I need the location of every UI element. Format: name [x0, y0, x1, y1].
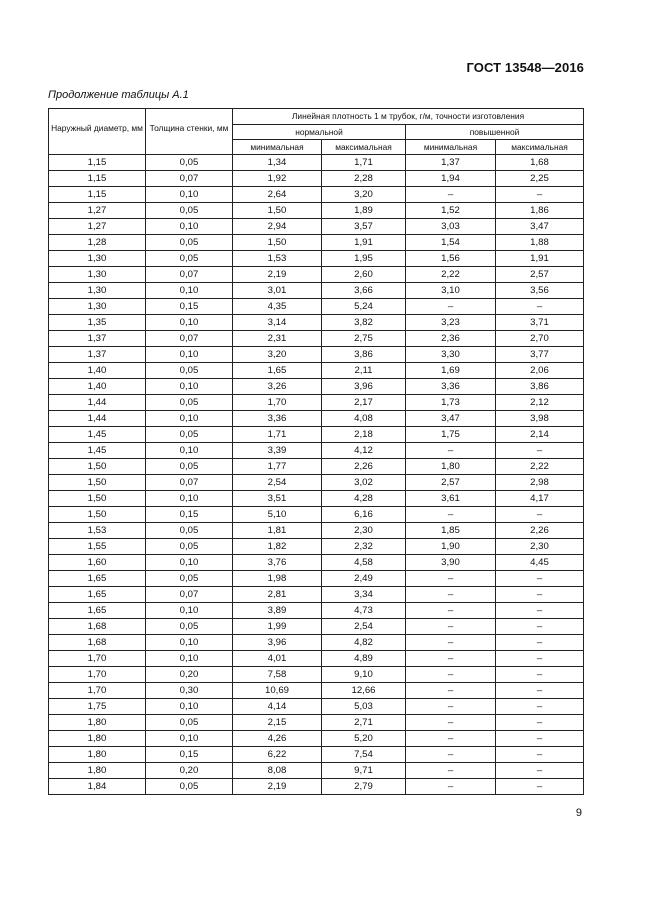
cell-normal-min: 4,26	[233, 731, 322, 747]
cell-wall-thickness: 0,10	[146, 731, 233, 747]
cell-increased-max: 2,25	[496, 171, 584, 187]
header-normal-min: минимальная	[233, 140, 322, 155]
cell-wall-thickness: 0,07	[146, 475, 233, 491]
cell-increased-min: –	[406, 667, 496, 683]
table-row	[49, 411, 584, 427]
header-outer-diameter: Наружный диаметр, мм	[49, 109, 146, 155]
cell-outer-diameter: 1,45	[49, 443, 146, 459]
cell-normal-max: 2,60	[322, 267, 406, 283]
cell-increased-max: –	[496, 731, 584, 747]
table-row	[49, 603, 584, 619]
cell-increased-max: 3,71	[496, 315, 584, 331]
cell-normal-max: 2,28	[322, 171, 406, 187]
cell-wall-thickness: 0,10	[146, 603, 233, 619]
cell-normal-min: 1,99	[233, 619, 322, 635]
cell-increased-min: –	[406, 683, 496, 699]
cell-normal-min: 3,39	[233, 443, 322, 459]
table-row	[49, 779, 584, 795]
cell-outer-diameter: 1,30	[49, 299, 146, 315]
cell-normal-max: 4,73	[322, 603, 406, 619]
cell-increased-max: –	[496, 763, 584, 779]
cell-wall-thickness: 0,10	[146, 491, 233, 507]
cell-increased-max: 3,56	[496, 283, 584, 299]
table-row	[49, 395, 584, 411]
cell-wall-thickness: 0,10	[146, 411, 233, 427]
cell-outer-diameter: 1,55	[49, 539, 146, 555]
cell-increased-min: 1,54	[406, 235, 496, 251]
cell-increased-min: –	[406, 651, 496, 667]
cell-outer-diameter: 1,65	[49, 571, 146, 587]
table-row	[49, 619, 584, 635]
cell-normal-max: 9,71	[322, 763, 406, 779]
cell-normal-min: 1,65	[233, 363, 322, 379]
cell-increased-max: 3,86	[496, 379, 584, 395]
cell-outer-diameter: 1,37	[49, 331, 146, 347]
cell-increased-min: –	[406, 635, 496, 651]
cell-normal-max: 3,86	[322, 347, 406, 363]
cell-increased-min: –	[406, 731, 496, 747]
cell-normal-max: 3,57	[322, 219, 406, 235]
cell-increased-max: –	[496, 683, 584, 699]
cell-outer-diameter: 1,30	[49, 283, 146, 299]
header-increased-max: максимальная	[496, 140, 584, 155]
cell-increased-min: 3,90	[406, 555, 496, 571]
table-row	[49, 747, 584, 763]
cell-normal-max: 12,66	[322, 683, 406, 699]
cell-normal-max: 2,17	[322, 395, 406, 411]
header-increased-accuracy: повышенной	[406, 125, 584, 140]
cell-wall-thickness: 0,05	[146, 203, 233, 219]
cell-outer-diameter: 1,44	[49, 411, 146, 427]
cell-normal-max: 4,82	[322, 635, 406, 651]
cell-increased-min: 1,75	[406, 427, 496, 443]
cell-increased-min: –	[406, 587, 496, 603]
cell-increased-min: 1,69	[406, 363, 496, 379]
table-row	[49, 267, 584, 283]
cell-increased-min: 1,56	[406, 251, 496, 267]
cell-normal-min: 3,26	[233, 379, 322, 395]
cell-normal-max: 2,30	[322, 523, 406, 539]
cell-wall-thickness: 0,05	[146, 779, 233, 795]
cell-wall-thickness: 0,10	[146, 699, 233, 715]
cell-normal-max: 2,71	[322, 715, 406, 731]
table-row	[49, 219, 584, 235]
table-row	[49, 555, 584, 571]
cell-wall-thickness: 0,10	[146, 347, 233, 363]
cell-wall-thickness: 0,05	[146, 459, 233, 475]
table-row	[49, 763, 584, 779]
table-row	[49, 507, 584, 523]
cell-wall-thickness: 0,07	[146, 587, 233, 603]
cell-increased-max: 2,30	[496, 539, 584, 555]
table-caption: Продолжение таблицы А.1	[48, 89, 189, 101]
table-row	[49, 427, 584, 443]
cell-increased-min: 1,94	[406, 171, 496, 187]
cell-outer-diameter: 1,44	[49, 395, 146, 411]
table-row	[49, 155, 584, 171]
cell-wall-thickness: 0,10	[146, 379, 233, 395]
cell-outer-diameter: 1,40	[49, 363, 146, 379]
cell-increased-max: –	[496, 187, 584, 203]
cell-outer-diameter: 1,53	[49, 523, 146, 539]
cell-increased-min: 3,47	[406, 411, 496, 427]
table-row	[49, 187, 584, 203]
cell-normal-min: 4,01	[233, 651, 322, 667]
cell-normal-max: 5,03	[322, 699, 406, 715]
cell-wall-thickness: 0,07	[146, 171, 233, 187]
cell-normal-min: 3,14	[233, 315, 322, 331]
cell-increased-max: –	[496, 299, 584, 315]
cell-increased-min: –	[406, 603, 496, 619]
cell-increased-min: –	[406, 443, 496, 459]
cell-normal-max: 6,16	[322, 507, 406, 523]
cell-wall-thickness: 0,05	[146, 395, 233, 411]
table-row	[49, 459, 584, 475]
table-row	[49, 475, 584, 491]
cell-normal-min: 10,69	[233, 683, 322, 699]
cell-wall-thickness: 0,15	[146, 507, 233, 523]
cell-increased-max: –	[496, 715, 584, 731]
cell-outer-diameter: 1,15	[49, 187, 146, 203]
cell-wall-thickness: 0,10	[146, 219, 233, 235]
cell-increased-max: 1,86	[496, 203, 584, 219]
cell-normal-max: 2,26	[322, 459, 406, 475]
cell-increased-min: 3,61	[406, 491, 496, 507]
cell-increased-min: –	[406, 571, 496, 587]
cell-normal-max: 2,11	[322, 363, 406, 379]
cell-outer-diameter: 1,84	[49, 779, 146, 795]
cell-normal-min: 4,35	[233, 299, 322, 315]
cell-normal-min: 1,50	[233, 235, 322, 251]
cell-wall-thickness: 0,10	[146, 187, 233, 203]
cell-normal-min: 5,10	[233, 507, 322, 523]
cell-increased-max: –	[496, 699, 584, 715]
cell-outer-diameter: 1,80	[49, 763, 146, 779]
table-row	[49, 315, 584, 331]
cell-increased-max: –	[496, 747, 584, 763]
cell-normal-max: 1,91	[322, 235, 406, 251]
cell-increased-max: 4,17	[496, 491, 584, 507]
cell-wall-thickness: 0,05	[146, 251, 233, 267]
cell-normal-max: 2,32	[322, 539, 406, 555]
cell-increased-max: 3,98	[496, 411, 584, 427]
header-normal-max: максимальная	[322, 140, 406, 155]
cell-normal-min: 1,92	[233, 171, 322, 187]
cell-normal-min: 8,08	[233, 763, 322, 779]
cell-normal-min: 2,81	[233, 587, 322, 603]
cell-normal-min: 2,64	[233, 187, 322, 203]
cell-increased-max: –	[496, 603, 584, 619]
table-row	[49, 331, 584, 347]
cell-increased-min: 1,52	[406, 203, 496, 219]
cell-wall-thickness: 0,05	[146, 571, 233, 587]
cell-increased-min: 3,36	[406, 379, 496, 395]
cell-normal-max: 2,49	[322, 571, 406, 587]
cell-normal-max: 3,34	[322, 587, 406, 603]
cell-increased-min: 3,23	[406, 315, 496, 331]
table-row	[49, 651, 584, 667]
cell-normal-max: 2,75	[322, 331, 406, 347]
cell-normal-min: 2,19	[233, 267, 322, 283]
cell-outer-diameter: 1,68	[49, 635, 146, 651]
cell-outer-diameter: 1,30	[49, 251, 146, 267]
cell-outer-diameter: 1,45	[49, 427, 146, 443]
cell-outer-diameter: 1,70	[49, 667, 146, 683]
cell-normal-min: 3,96	[233, 635, 322, 651]
cell-normal-min: 1,71	[233, 427, 322, 443]
cell-normal-min: 2,19	[233, 779, 322, 795]
cell-wall-thickness: 0,05	[146, 427, 233, 443]
cell-wall-thickness: 0,05	[146, 155, 233, 171]
cell-normal-min: 7,58	[233, 667, 322, 683]
cell-outer-diameter: 1,70	[49, 651, 146, 667]
table-row	[49, 171, 584, 187]
header-wall-thickness: Толщина стенки, мм	[146, 109, 233, 155]
cell-increased-max: –	[496, 667, 584, 683]
cell-increased-max: 3,77	[496, 347, 584, 363]
cell-normal-max: 4,08	[322, 411, 406, 427]
cell-outer-diameter: 1,37	[49, 347, 146, 363]
cell-outer-diameter: 1,15	[49, 171, 146, 187]
cell-wall-thickness: 0,15	[146, 747, 233, 763]
cell-wall-thickness: 0,10	[146, 635, 233, 651]
cell-outer-diameter: 1,35	[49, 315, 146, 331]
cell-increased-max: 4,45	[496, 555, 584, 571]
cell-normal-min: 2,94	[233, 219, 322, 235]
cell-normal-max: 1,71	[322, 155, 406, 171]
cell-wall-thickness: 0,10	[146, 651, 233, 667]
header-normal-accuracy: нормальной	[233, 125, 406, 140]
cell-increased-max: 1,68	[496, 155, 584, 171]
cell-normal-max: 2,18	[322, 427, 406, 443]
cell-increased-max: 2,14	[496, 427, 584, 443]
cell-normal-max: 1,89	[322, 203, 406, 219]
cell-increased-max: –	[496, 779, 584, 795]
cell-increased-max: 1,88	[496, 235, 584, 251]
cell-normal-max: 2,79	[322, 779, 406, 795]
table-row	[49, 731, 584, 747]
cell-normal-min: 1,82	[233, 539, 322, 555]
cell-increased-max: 2,70	[496, 331, 584, 347]
cell-normal-max: 2,54	[322, 619, 406, 635]
cell-outer-diameter: 1,27	[49, 203, 146, 219]
cell-increased-min: 1,73	[406, 395, 496, 411]
cell-normal-max: 3,96	[322, 379, 406, 395]
table-row	[49, 699, 584, 715]
cell-normal-min: 3,01	[233, 283, 322, 299]
cell-normal-min: 1,77	[233, 459, 322, 475]
table-row	[49, 539, 584, 555]
cell-increased-min: 2,36	[406, 331, 496, 347]
cell-normal-min: 1,70	[233, 395, 322, 411]
cell-increased-min: 3,30	[406, 347, 496, 363]
cell-increased-min: 1,85	[406, 523, 496, 539]
cell-increased-min: 3,03	[406, 219, 496, 235]
cell-normal-min: 1,34	[233, 155, 322, 171]
cell-increased-max: 3,47	[496, 219, 584, 235]
table-body	[49, 155, 584, 795]
cell-normal-max: 5,20	[322, 731, 406, 747]
cell-outer-diameter: 1,75	[49, 699, 146, 715]
cell-increased-max: 2,57	[496, 267, 584, 283]
linear-density-table	[48, 108, 584, 795]
cell-wall-thickness: 0,05	[146, 539, 233, 555]
table-row	[49, 587, 584, 603]
cell-outer-diameter: 1,70	[49, 683, 146, 699]
cell-increased-min: 2,22	[406, 267, 496, 283]
cell-increased-min: –	[406, 747, 496, 763]
cell-outer-diameter: 1,28	[49, 235, 146, 251]
table-row	[49, 443, 584, 459]
cell-outer-diameter: 1,50	[49, 507, 146, 523]
table-row	[49, 299, 584, 315]
table-row	[49, 203, 584, 219]
cell-normal-min: 3,89	[233, 603, 322, 619]
cell-wall-thickness: 0,20	[146, 763, 233, 779]
cell-normal-max: 3,02	[322, 475, 406, 491]
cell-increased-min: –	[406, 699, 496, 715]
cell-normal-min: 1,98	[233, 571, 322, 587]
cell-normal-min: 4,14	[233, 699, 322, 715]
cell-increased-min: 3,10	[406, 283, 496, 299]
cell-outer-diameter: 1,50	[49, 491, 146, 507]
table-row	[49, 523, 584, 539]
cell-increased-min: –	[406, 779, 496, 795]
cell-normal-max: 3,66	[322, 283, 406, 299]
cell-outer-diameter: 1,15	[49, 155, 146, 171]
cell-increased-min: 1,37	[406, 155, 496, 171]
cell-wall-thickness: 0,10	[146, 315, 233, 331]
table-row	[49, 235, 584, 251]
cell-increased-min: –	[406, 299, 496, 315]
cell-normal-min: 3,20	[233, 347, 322, 363]
cell-increased-max: 1,91	[496, 251, 584, 267]
cell-normal-max: 4,89	[322, 651, 406, 667]
cell-outer-diameter: 1,40	[49, 379, 146, 395]
cell-wall-thickness: 0,05	[146, 619, 233, 635]
table-row	[49, 347, 584, 363]
cell-normal-max: 4,58	[322, 555, 406, 571]
cell-outer-diameter: 1,27	[49, 219, 146, 235]
cell-normal-min: 3,76	[233, 555, 322, 571]
cell-outer-diameter: 1,50	[49, 475, 146, 491]
cell-normal-min: 1,81	[233, 523, 322, 539]
table-row	[49, 571, 584, 587]
cell-normal-min: 2,31	[233, 331, 322, 347]
cell-increased-max: –	[496, 619, 584, 635]
cell-normal-max: 3,20	[322, 187, 406, 203]
cell-wall-thickness: 0,05	[146, 715, 233, 731]
cell-outer-diameter: 1,60	[49, 555, 146, 571]
cell-increased-max: –	[496, 443, 584, 459]
cell-outer-diameter: 1,68	[49, 619, 146, 635]
cell-outer-diameter: 1,80	[49, 715, 146, 731]
cell-wall-thickness: 0,10	[146, 283, 233, 299]
cell-normal-min: 1,50	[233, 203, 322, 219]
cell-outer-diameter: 1,65	[49, 603, 146, 619]
table-row	[49, 667, 584, 683]
cell-wall-thickness: 0,05	[146, 235, 233, 251]
page-number: 9	[575, 807, 582, 819]
cell-normal-max: 5,24	[322, 299, 406, 315]
table-row	[49, 491, 584, 507]
cell-increased-max: 2,98	[496, 475, 584, 491]
cell-wall-thickness: 0,07	[146, 267, 233, 283]
cell-increased-max: –	[496, 635, 584, 651]
table-row	[49, 379, 584, 395]
table-row	[49, 283, 584, 299]
cell-increased-max: –	[496, 571, 584, 587]
cell-normal-max: 4,12	[322, 443, 406, 459]
table-header	[49, 109, 584, 155]
cell-normal-min: 2,54	[233, 475, 322, 491]
cell-normal-max: 3,82	[322, 315, 406, 331]
cell-outer-diameter: 1,80	[49, 731, 146, 747]
cell-increased-min: –	[406, 507, 496, 523]
cell-outer-diameter: 1,30	[49, 267, 146, 283]
cell-normal-min: 3,36	[233, 411, 322, 427]
cell-increased-max: 2,22	[496, 459, 584, 475]
cell-increased-min: 2,57	[406, 475, 496, 491]
cell-wall-thickness: 0,15	[146, 299, 233, 315]
cell-normal-max: 7,54	[322, 747, 406, 763]
cell-wall-thickness: 0,20	[146, 667, 233, 683]
cell-increased-max: 2,06	[496, 363, 584, 379]
cell-increased-max: –	[496, 651, 584, 667]
cell-increased-max: –	[496, 507, 584, 523]
cell-normal-max: 1,95	[322, 251, 406, 267]
cell-outer-diameter: 1,50	[49, 459, 146, 475]
cell-wall-thickness: 0,10	[146, 443, 233, 459]
standard-designation: ГОСТ 13548—2016	[466, 60, 584, 75]
cell-increased-min: 1,90	[406, 539, 496, 555]
table-row	[49, 251, 584, 267]
cell-increased-min: –	[406, 715, 496, 731]
table-row	[49, 635, 584, 651]
header-linear-density: Линейная плотность 1 м трубок, г/м, точности изготовления	[233, 109, 584, 125]
cell-normal-max: 4,28	[322, 491, 406, 507]
cell-increased-min: 1,80	[406, 459, 496, 475]
cell-increased-max: –	[496, 587, 584, 603]
cell-wall-thickness: 0,10	[146, 555, 233, 571]
cell-increased-min: –	[406, 619, 496, 635]
cell-increased-min: –	[406, 763, 496, 779]
cell-wall-thickness: 0,05	[146, 363, 233, 379]
cell-outer-diameter: 1,80	[49, 747, 146, 763]
cell-normal-min: 2,15	[233, 715, 322, 731]
cell-normal-min: 1,53	[233, 251, 322, 267]
table-row	[49, 363, 584, 379]
cell-wall-thickness: 0,07	[146, 331, 233, 347]
header-increased-min: минимальная	[406, 140, 496, 155]
cell-wall-thickness: 0,05	[146, 523, 233, 539]
table-row	[49, 715, 584, 731]
cell-increased-max: 2,12	[496, 395, 584, 411]
cell-normal-max: 9,10	[322, 667, 406, 683]
cell-increased-max: 2,26	[496, 523, 584, 539]
cell-outer-diameter: 1,65	[49, 587, 146, 603]
cell-normal-min: 6,22	[233, 747, 322, 763]
cell-wall-thickness: 0,30	[146, 683, 233, 699]
cell-increased-min: –	[406, 187, 496, 203]
table-row	[49, 683, 584, 699]
cell-normal-min: 3,51	[233, 491, 322, 507]
